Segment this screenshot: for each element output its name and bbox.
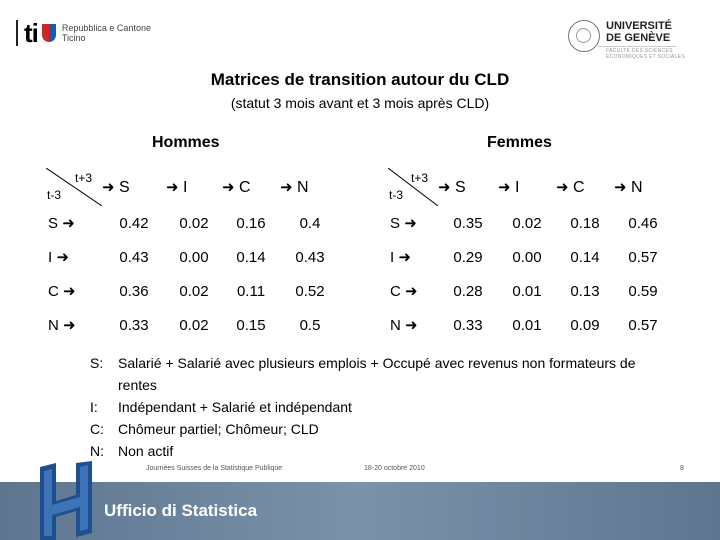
cell: 0.4 [299,214,321,232]
table-row [46,274,340,308]
cell: 0.5 [299,316,321,334]
cell: 0.01 [512,316,542,334]
cell: 0.02 [179,282,209,300]
ticino-shield-icon [42,24,56,42]
cell: 0.00 [512,248,542,266]
logo-divider [16,20,18,46]
arrow-right-icon: ➜ [166,178,179,196]
arrow-right-icon: ➜ [498,178,511,196]
legend-text: Indépendant + Salarié et indépendant [118,399,352,415]
table-row [388,308,672,342]
table-row [46,240,340,274]
row-label: C ➜ [390,283,418,300]
legend-text: Chômeur partiel; Chômeur; CLD [118,421,319,437]
ticino-logo [16,18,151,48]
legend-text: Salarié + Salarié avec plusieurs emplois + Occupé avec revenus non formateurs de rentes [118,355,636,393]
legend-item [90,396,638,418]
arrow-right-icon: ➜ [404,215,417,232]
ti-mark: ti [24,18,38,48]
cell: 0.02 [179,316,209,334]
arrow-right-icon: ➜ [556,178,569,196]
row-label: I ➜ [390,249,411,266]
cell: 0.33 [453,316,483,334]
cell: 0.42 [119,214,149,232]
table-row [46,206,340,240]
row-label: I ➜ [48,249,69,266]
cell: 0.46 [628,214,658,232]
unige-name-2: DE GENÈVE [606,32,671,44]
cell: 0.36 [119,282,149,300]
unige-name-1: UNIVERSITÉ [606,20,673,32]
table-row [388,274,672,308]
row-label: N ➜ [390,317,418,334]
cell: 0.13 [570,282,600,300]
arrow-right-icon: ➜ [222,178,235,196]
ustat-logo-icon [38,461,94,540]
page-number: 8 [680,465,684,472]
corner-bottom-label: t-3 [389,188,404,202]
cell: 0.02 [179,214,209,232]
cell: 0.33 [119,316,149,334]
cell: 0.35 [453,214,483,232]
arrow-right-icon: ➜ [102,178,115,196]
femmes-label: Femmes [487,134,552,151]
corner-top-label: t+3 [410,171,428,185]
col-header: ➜ C [556,178,585,196]
cell: 0.52 [295,282,325,300]
footer-event: Journées Suisses de la Statistique Publique [146,465,283,472]
office-name: Ufficio di Statistica [104,501,258,520]
col-header: ➜ N [614,178,643,196]
arrow-right-icon: ➜ [62,215,75,232]
table-row [46,308,340,342]
arrow-right-icon: ➜ [614,178,627,196]
unige-seal-icon [568,20,600,52]
col-header: ➜ N [280,178,309,196]
footer-dates: 18-20 octobre 2010 [364,465,425,472]
cell: 0.18 [570,214,600,232]
arrow-right-icon: ➜ [405,317,418,334]
corner-cell [388,168,438,206]
ticino-text: Repubblica e Cantone Ticino [61,23,151,43]
arrow-right-icon: ➜ [398,249,411,266]
cell: 0.43 [119,248,149,266]
slide-title: Matrices de transition autour du CLD [210,70,510,89]
col-header: ➜ S [102,178,130,196]
col-header: ➜ C [222,178,251,196]
cell: 0.59 [628,282,658,300]
cell: 0.57 [628,316,658,334]
table-row [388,206,672,240]
legend-item [90,440,638,462]
cell: 0.57 [628,248,658,266]
row-label: C ➜ [48,283,76,300]
unige-faculty: FACULTÉ DES SCIENCES ÉCONOMIQUES ET SOCIALES [606,48,686,60]
slide-subtitle: (statut 3 mois avant et 3 mois après CLD) [230,95,490,111]
cell: 0.01 [512,282,542,300]
cell: 0.15 [236,316,266,334]
legend-key: I: [90,399,98,415]
legend-key: C: [90,421,104,437]
cell: 0.02 [512,214,542,232]
row-label: N ➜ [48,317,76,334]
cell: 0.09 [570,316,600,334]
cell: 0.43 [295,248,325,266]
arrow-right-icon: ➜ [280,178,293,196]
cell: 0.14 [570,248,600,266]
legend-key: N: [90,443,104,459]
col-header: ➜ S [438,178,466,196]
unige-logo [568,20,685,60]
cell: 0.29 [453,248,483,266]
arrow-right-icon: ➜ [405,283,418,300]
legend [90,352,638,462]
corner-top-label: t+3 [74,171,92,185]
hommes-matrix [46,168,340,342]
hommes-label: Hommes [152,134,220,151]
legend-text: Non actif [118,443,174,459]
cell: 0.28 [453,282,483,300]
cell: 0.11 [236,282,266,300]
cell: 0.00 [179,248,209,266]
row-label: S ➜ [390,215,417,232]
unige-divider [598,46,676,47]
arrow-right-icon: ➜ [56,249,69,266]
legend-item [90,418,638,440]
arrow-right-icon: ➜ [63,317,76,334]
legend-key: S: [90,355,104,371]
corner-cell [46,168,102,206]
table-row [388,240,672,274]
cell: 0.14 [236,248,266,266]
arrow-right-icon: ➜ [438,178,451,196]
legend-item [90,352,638,396]
corner-bottom-label: t-3 [47,188,62,202]
col-header: ➜ I [498,178,520,196]
row-label: S ➜ [48,215,75,232]
femmes-matrix [388,168,672,342]
col-header: ➜ I [166,178,188,196]
arrow-right-icon: ➜ [63,283,76,300]
cell: 0.16 [236,214,266,232]
